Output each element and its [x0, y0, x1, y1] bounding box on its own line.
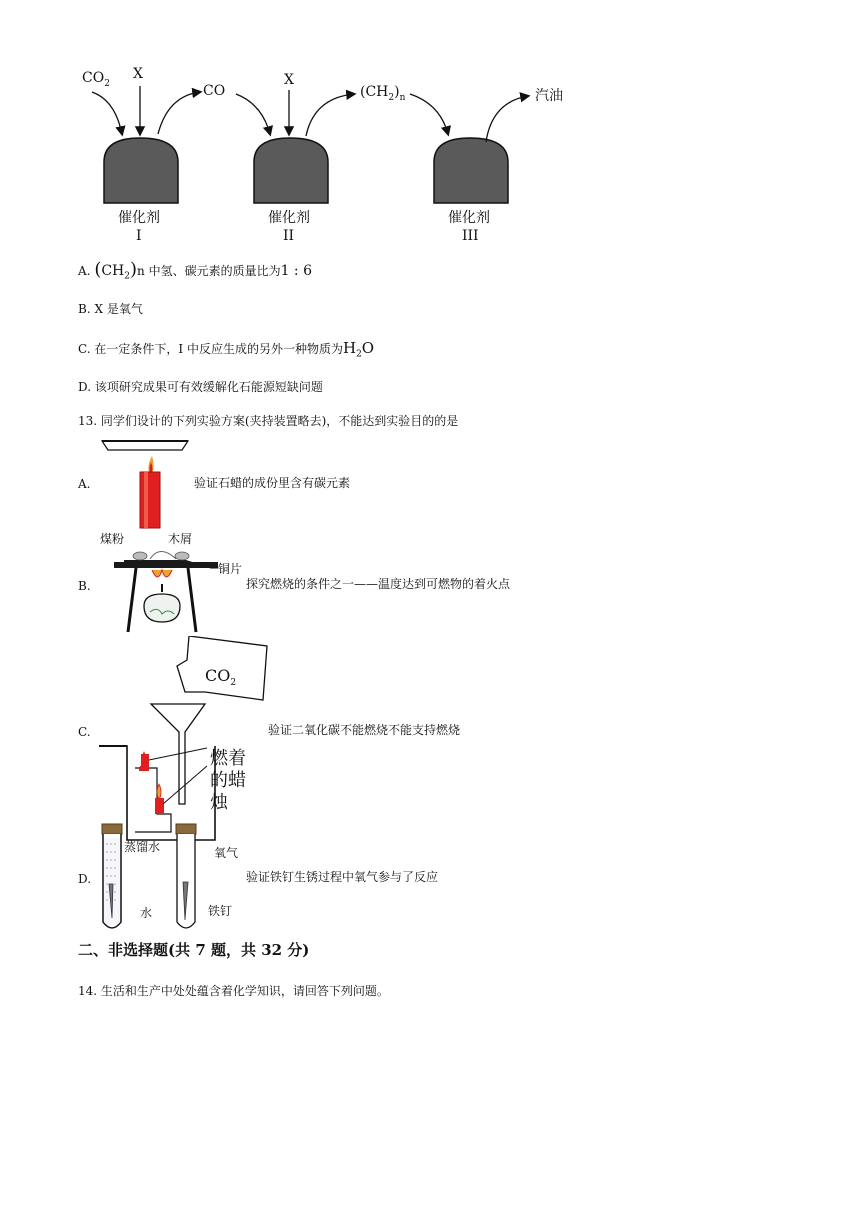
arrow-co-in — [236, 94, 270, 134]
label-wood-chips: 木屑 — [168, 532, 193, 546]
q13-option-a-text: 验证石蜡的成份里含有碳元素 — [194, 476, 351, 490]
label-coal-powder: 煤粉 — [100, 532, 125, 546]
label-x2: X — [284, 72, 294, 88]
label-gasoline: 汽油 — [535, 88, 563, 104]
label-co2-bottle: $CO_2$ — [205, 666, 237, 689]
catalyst-block-1 — [104, 138, 178, 203]
q13-option-c-letter: C. — [78, 725, 91, 739]
label-water: 水 — [140, 906, 153, 920]
roman-2: II — [283, 228, 295, 244]
label-distilled-water: 蒸馏水 — [124, 840, 161, 854]
candle-plate-figure — [100, 436, 190, 532]
q12-option-b: B. X 是氧气 — [78, 302, 143, 316]
q13-option-a-letter: A. — [78, 477, 91, 491]
catalyst-block-3 — [434, 138, 508, 203]
q12-option-d: D. 该项研究成果可有效缓解化石能源短缺问题 — [78, 380, 323, 394]
q13-option-b-letter: B. — [78, 579, 91, 593]
label-oxygen: 氧气 — [214, 846, 239, 860]
co2-beaker-candles-figure — [95, 636, 280, 841]
arrow-ch2n-in — [410, 94, 448, 134]
catalyst-label-3: 催化剂 — [448, 210, 490, 226]
roman-3: III — [462, 228, 479, 244]
roman-1: I — [136, 228, 142, 244]
label-copper-sheet: 铜片 — [218, 562, 243, 576]
catalyst-block-2 — [254, 138, 328, 203]
q14-stem: 14. 生活和生产中处处蕴含着化学知识，请回答下列问题。 — [78, 984, 389, 998]
q13-option-d-text: 验证铁钉生锈过程中氧气参与了反应 — [246, 870, 439, 884]
label-burning-candle: 燃着 的蜡 烛 — [210, 748, 246, 813]
arrow-gasoline-out — [486, 96, 528, 142]
q13-stem: 13. 同学们设计的下列实验方案(夹持装置略去)，不能达到实验目的的是 — [78, 414, 459, 428]
label-co2: $CO_2$ — [82, 70, 110, 89]
label-co: CO — [203, 83, 226, 99]
q12-option-a: A. $(CH_2)n$ 中氢、碳元素的质量比为1 : 6 — [78, 259, 313, 282]
label-ch2n: $(CH_2)_n$ — [360, 84, 406, 103]
q12-option-c: C. 在一定条件下，I 中反应生成的另外一种物质为$H_2O$ — [78, 339, 375, 360]
label-x1: X — [133, 66, 143, 82]
arrow-co-out — [158, 92, 200, 134]
section-title: 二、非选择题(共 7 题，共 32 分) — [78, 941, 310, 959]
label-iron-nail: 铁钉 — [208, 904, 233, 918]
arrow-ch2n-out — [306, 94, 354, 136]
catalyst-label-1: 催化剂 — [118, 210, 160, 226]
q13-option-c-text: 验证二氧化碳不能燃烧不能支持燃烧 — [268, 723, 461, 737]
q13-option-b-text: 探究燃烧的条件之一——温度达到可燃物的着火点 — [246, 577, 511, 591]
arrow-co2-in — [92, 92, 122, 134]
catalyst-label-2: 催化剂 — [268, 210, 310, 226]
q13-option-d-letter: D. — [78, 872, 92, 886]
